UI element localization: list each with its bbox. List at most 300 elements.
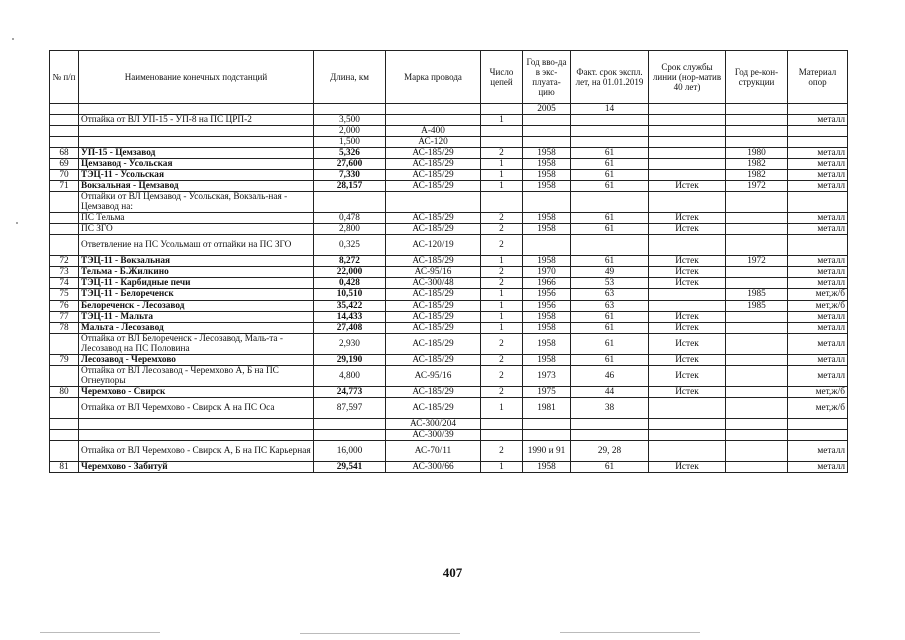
cell-fact-life: 38 [571, 397, 649, 418]
cell-fact-life: 61 [571, 322, 649, 333]
cell-wire: АС-185/29 [386, 386, 481, 397]
cell-circuits [481, 418, 523, 429]
cell-wire [386, 192, 481, 213]
cell-fact-life: 61 [571, 213, 649, 224]
cell-circuits: 1 [481, 115, 523, 126]
cell-no [50, 365, 79, 386]
cell-name: Белореченск - Лесозавод [79, 300, 314, 311]
table-row [50, 300, 848, 311]
table-row [50, 170, 848, 181]
cell-circuits: 2 [481, 267, 523, 278]
cell-wire: АС-70/11 [386, 440, 481, 461]
cell-rebuild-year [726, 224, 788, 235]
cell-length: 4,800 [314, 365, 386, 386]
cell-material: мет,ж/б [788, 397, 848, 418]
table-row [50, 322, 848, 333]
cell-service-life: Истек [649, 256, 726, 267]
cell-service-life [649, 440, 726, 461]
cell-name: ПС Тельма [79, 213, 314, 224]
cell-fact-life: 49 [571, 267, 649, 278]
col-header-length: Длина, км [314, 51, 386, 104]
cell-service-life: Истек [649, 181, 726, 192]
cell-rebuild-year [726, 418, 788, 429]
cell-length: 27,408 [314, 322, 386, 333]
cell-length: 22,000 [314, 267, 386, 278]
col-header-year-in: Год вво-да в экс-плуата-цию [523, 51, 571, 104]
cell-circuits: 2 [481, 278, 523, 289]
table-row [50, 386, 848, 397]
col-header-name: Наименование конечных подстанций [79, 51, 314, 104]
cell-circuits: 2 [481, 235, 523, 256]
cell-year-in [523, 126, 571, 137]
cell-material: металл [788, 461, 848, 472]
cell-service-life [649, 192, 726, 213]
table-row [50, 365, 848, 386]
cell-material: металл [788, 159, 848, 170]
cell-circuits: 2 [481, 386, 523, 397]
cell-fact-life: 61 [571, 311, 649, 322]
cell-circuits: 1 [481, 170, 523, 181]
table-row [50, 267, 848, 278]
cell-fact-life: 14 [571, 104, 649, 115]
table-row [50, 278, 848, 289]
table-row [50, 418, 848, 429]
scan-edge-line [300, 633, 460, 634]
scan-edge-line [40, 632, 160, 633]
cell-material: металл [788, 213, 848, 224]
cell-year-in: 1958 [523, 311, 571, 322]
cell-no [50, 115, 79, 126]
cell-circuits: 1 [481, 159, 523, 170]
cell-fact-life: 61 [571, 224, 649, 235]
cell-length: 10,510 [314, 289, 386, 300]
cell-year-in [523, 192, 571, 213]
cell-circuits: 2 [481, 365, 523, 386]
cell-fact-life [571, 115, 649, 126]
cell-material: металл [788, 354, 848, 365]
cell-length: 2,800 [314, 224, 386, 235]
cell-rebuild-year [726, 397, 788, 418]
cell-fact-life: 61 [571, 354, 649, 365]
cell-no: 77 [50, 311, 79, 322]
cell-material: металл [788, 148, 848, 159]
cell-fact-life: 63 [571, 300, 649, 311]
cell-length: 27,600 [314, 159, 386, 170]
cell-name: Тельма - Б.Жилкино [79, 267, 314, 278]
cell-rebuild-year [726, 278, 788, 289]
cell-service-life [649, 137, 726, 148]
cell-name: Вокзальная - Цемзавод [79, 181, 314, 192]
cell-material [788, 429, 848, 440]
cell-wire: АС-185/29 [386, 148, 481, 159]
cell-no: 75 [50, 289, 79, 300]
table-row [50, 213, 848, 224]
cell-length: 28,157 [314, 181, 386, 192]
cell-fact-life [571, 418, 649, 429]
table-row [50, 429, 848, 440]
cell-no [50, 429, 79, 440]
cell-material: металл [788, 333, 848, 354]
cell-length: 16,000 [314, 440, 386, 461]
cell-wire: АС-300/66 [386, 461, 481, 472]
cell-length: 7,330 [314, 170, 386, 181]
cell-circuits [481, 104, 523, 115]
cell-material: металл [788, 267, 848, 278]
cell-service-life: Истек [649, 267, 726, 278]
cell-name [79, 104, 314, 115]
cell-name: Отпайка от ВЛ УП-15 - УП-8 на ПС ЦРП-2 [79, 115, 314, 126]
cell-service-life [649, 289, 726, 300]
cell-rebuild-year [726, 386, 788, 397]
table-body [50, 104, 848, 473]
cell-no: 69 [50, 159, 79, 170]
cell-service-life: Истек [649, 322, 726, 333]
cell-no: 71 [50, 181, 79, 192]
cell-rebuild-year [726, 104, 788, 115]
cell-material [788, 192, 848, 213]
cell-name: УП-15 - Цемзавод [79, 148, 314, 159]
cell-no: 80 [50, 386, 79, 397]
cell-no [50, 104, 79, 115]
cell-material: металл [788, 322, 848, 333]
scan-edge-line [560, 632, 700, 633]
cell-wire: АС-185/29 [386, 322, 481, 333]
cell-circuits: 1 [481, 311, 523, 322]
cell-length: 0,325 [314, 235, 386, 256]
cell-material [788, 126, 848, 137]
cell-wire: АС-185/29 [386, 256, 481, 267]
cell-no [50, 224, 79, 235]
cell-service-life: Истек [649, 386, 726, 397]
cell-no [50, 440, 79, 461]
cell-circuits [481, 429, 523, 440]
table-row [50, 440, 848, 461]
cell-length: 1,500 [314, 137, 386, 148]
cell-wire: АС-95/16 [386, 267, 481, 278]
cell-year-in: 1975 [523, 386, 571, 397]
cell-service-life [649, 159, 726, 170]
table-row [50, 224, 848, 235]
cell-length: 5,326 [314, 148, 386, 159]
cell-no: 68 [50, 148, 79, 159]
cell-fact-life: 61 [571, 181, 649, 192]
cell-name [79, 137, 314, 148]
cell-name: Лесозавод - Черемхово [79, 354, 314, 365]
cell-material: металл [788, 181, 848, 192]
cell-wire: АС-185/29 [386, 159, 481, 170]
cell-service-life: Истек [649, 354, 726, 365]
cell-name: ТЭЦ-11 - Вокзальная [79, 256, 314, 267]
cell-rebuild-year: 1980 [726, 148, 788, 159]
cell-year-in: 1956 [523, 300, 571, 311]
cell-fact-life: 61 [571, 159, 649, 170]
cell-wire: АС-185/29 [386, 354, 481, 365]
cell-material: мет,ж/б [788, 300, 848, 311]
cell-circuits: 1 [481, 289, 523, 300]
table-row [50, 289, 848, 300]
cell-service-life [649, 418, 726, 429]
cell-service-life [649, 397, 726, 418]
cell-year-in: 1973 [523, 365, 571, 386]
cell-rebuild-year [726, 354, 788, 365]
cell-circuits: 2 [481, 148, 523, 159]
cell-service-life [649, 148, 726, 159]
cell-name [79, 126, 314, 137]
cell-year-in: 1958 [523, 159, 571, 170]
cell-circuits: 2 [481, 354, 523, 365]
cell-year-in: 1958 [523, 333, 571, 354]
cell-wire: АС-185/29 [386, 224, 481, 235]
cell-fact-life: 61 [571, 170, 649, 181]
page-number: 407 [442, 565, 463, 580]
col-header-wire: Марка провода [386, 51, 481, 104]
cell-no: 79 [50, 354, 79, 365]
col-header-service-life: Срок службы линии (нор-матив 40 лет) [649, 51, 726, 104]
cell-wire: АС-185/29 [386, 181, 481, 192]
cell-no [50, 213, 79, 224]
cell-circuits: 1 [481, 181, 523, 192]
cell-name: ТЭЦ-11 - Усольская [79, 170, 314, 181]
cell-rebuild-year [726, 137, 788, 148]
cell-service-life: Истек [649, 333, 726, 354]
cell-circuits: 1 [481, 461, 523, 472]
col-header-fact-life: Факт. срок экспл. лет, на 01.01.2019 [571, 51, 649, 104]
cell-fact-life [571, 429, 649, 440]
cell-name [79, 429, 314, 440]
cell-no: 81 [50, 461, 79, 472]
cell-material [788, 235, 848, 256]
cell-length: 14,433 [314, 311, 386, 322]
cell-rebuild-year: 1985 [726, 300, 788, 311]
col-header-material: Материал опор [788, 51, 848, 104]
cell-material: металл [788, 224, 848, 235]
cell-rebuild-year [726, 192, 788, 213]
cell-year-in: 1958 [523, 322, 571, 333]
cell-rebuild-year [726, 333, 788, 354]
cell-year-in: 1966 [523, 278, 571, 289]
cell-year-in [523, 429, 571, 440]
cell-rebuild-year [726, 126, 788, 137]
cell-material: металл [788, 115, 848, 126]
table-row [50, 148, 848, 159]
cell-service-life [649, 300, 726, 311]
table-row [50, 159, 848, 170]
cell-year-in: 2005 [523, 104, 571, 115]
cell-length: 2,000 [314, 126, 386, 137]
cell-fact-life: 44 [571, 386, 649, 397]
cell-name: Отпайка от ВЛ Черемхово - Свирск А на ПС Оса [79, 397, 314, 418]
cell-no [50, 235, 79, 256]
cell-length: 0,478 [314, 213, 386, 224]
cell-length: 35,422 [314, 300, 386, 311]
col-header-no: № п/п [50, 51, 79, 104]
col-header-circuits: Число цепей [481, 51, 523, 104]
cell-circuits: 1 [481, 256, 523, 267]
cell-year-in [523, 137, 571, 148]
table-row [50, 192, 848, 213]
scan-speck [16, 222, 18, 224]
cell-length: 24,773 [314, 386, 386, 397]
cell-no: 70 [50, 170, 79, 181]
table-row [50, 256, 848, 267]
cell-material [788, 137, 848, 148]
cell-circuits: 2 [481, 333, 523, 354]
cell-name: Отпайка от ВЛ Черемхово - Свирск А, Б на ПС Карьерная [79, 440, 314, 461]
cell-circuits [481, 137, 523, 148]
cell-year-in: 1981 [523, 397, 571, 418]
cell-rebuild-year [726, 461, 788, 472]
cell-rebuild-year: 1972 [726, 256, 788, 267]
cell-year-in [523, 115, 571, 126]
cell-rebuild-year: 1982 [726, 170, 788, 181]
cell-material [788, 418, 848, 429]
cell-fact-life: 63 [571, 289, 649, 300]
cell-name [79, 418, 314, 429]
cell-year-in: 1956 [523, 289, 571, 300]
table-row [50, 333, 848, 354]
cell-material: металл [788, 365, 848, 386]
cell-year-in: 1958 [523, 148, 571, 159]
table-row [50, 104, 848, 115]
table-header-row [50, 51, 848, 104]
cell-fact-life: 61 [571, 256, 649, 267]
cell-rebuild-year: 1972 [726, 181, 788, 192]
cell-rebuild-year [726, 322, 788, 333]
cell-year-in: 1958 [523, 213, 571, 224]
cell-year-in: 1958 [523, 256, 571, 267]
cell-rebuild-year [726, 440, 788, 461]
cell-wire: АС-185/29 [386, 333, 481, 354]
cell-wire: АС-185/29 [386, 289, 481, 300]
table-row [50, 354, 848, 365]
cell-material: металл [788, 170, 848, 181]
cell-length: 2,930 [314, 333, 386, 354]
cell-service-life: Истек [649, 311, 726, 322]
cell-wire: АС-185/29 [386, 170, 481, 181]
cell-material: металл [788, 440, 848, 461]
cell-no [50, 397, 79, 418]
cell-length: 8,272 [314, 256, 386, 267]
cell-service-life: Истек [649, 365, 726, 386]
cell-wire [386, 104, 481, 115]
cell-no [50, 126, 79, 137]
cell-material: мет,ж/б [788, 289, 848, 300]
cell-name: ТЭЦ-11 - Белореченск [79, 289, 314, 300]
cell-rebuild-year [726, 365, 788, 386]
cell-length [314, 429, 386, 440]
table-row [50, 311, 848, 322]
cell-length: 3,500 [314, 115, 386, 126]
cell-name: Мальта - Лесозавод [79, 322, 314, 333]
cell-length: 0,428 [314, 278, 386, 289]
cell-service-life [649, 115, 726, 126]
cell-name: Ответвление на ПС Усольмаш от отпайки на ПС ЗГО [79, 235, 314, 256]
cell-no: 76 [50, 300, 79, 311]
cell-rebuild-year: 1982 [726, 159, 788, 170]
cell-no [50, 192, 79, 213]
cell-year-in: 1958 [523, 461, 571, 472]
cell-circuits: 2 [481, 213, 523, 224]
cell-circuits: 1 [481, 300, 523, 311]
cell-circuits [481, 126, 523, 137]
cell-year-in [523, 418, 571, 429]
cell-year-in [523, 235, 571, 256]
cell-length: 87,597 [314, 397, 386, 418]
cell-fact-life [571, 137, 649, 148]
cell-name: ТЭЦ-11 - Мальта [79, 311, 314, 322]
cell-no: 73 [50, 267, 79, 278]
cell-no [50, 418, 79, 429]
cell-year-in: 1958 [523, 181, 571, 192]
cell-service-life: Истек [649, 278, 726, 289]
cell-fact-life: 61 [571, 148, 649, 159]
cell-length [314, 104, 386, 115]
cell-service-life [649, 104, 726, 115]
cell-material [788, 104, 848, 115]
table-row [50, 461, 848, 472]
cell-fact-life: 46 [571, 365, 649, 386]
table-row [50, 181, 848, 192]
cell-circuits: 2 [481, 440, 523, 461]
cell-no: 72 [50, 256, 79, 267]
cell-year-in: 1958 [523, 170, 571, 181]
cell-wire: АС-300/204 [386, 418, 481, 429]
cell-wire: АС-300/39 [386, 429, 481, 440]
cell-length: 29,190 [314, 354, 386, 365]
table-row [50, 126, 848, 137]
cell-rebuild-year [726, 115, 788, 126]
cell-wire: АС-300/48 [386, 278, 481, 289]
cell-wire: АС-185/29 [386, 213, 481, 224]
cell-material: мет,ж/б [788, 386, 848, 397]
cell-service-life: Истек [649, 224, 726, 235]
cell-wire: АС-185/29 [386, 300, 481, 311]
cell-name: Черемхово - Забитуй [79, 461, 314, 472]
cell-year-in: 1970 [523, 267, 571, 278]
table-row [50, 137, 848, 148]
table-row [50, 397, 848, 418]
cell-circuits: 2 [481, 224, 523, 235]
cell-no: 74 [50, 278, 79, 289]
cell-fact-life: 61 [571, 333, 649, 354]
cell-circuits: 1 [481, 397, 523, 418]
cell-wire [386, 115, 481, 126]
cell-service-life [649, 170, 726, 181]
cell-name: Цемзавод - Усольская [79, 159, 314, 170]
cell-wire: АС-120 [386, 137, 481, 148]
cell-fact-life: 29, 28 [571, 440, 649, 461]
cell-rebuild-year: 1985 [726, 289, 788, 300]
col-header-rebuild-year: Год ре-кон-струкции [726, 51, 788, 104]
cell-fact-life [571, 126, 649, 137]
cell-wire: АС-120/19 [386, 235, 481, 256]
cell-wire: А-400 [386, 126, 481, 137]
cell-name: Отпайка от ВЛ Белореченск - Лесозавод, Маль-та - Лесозавод на ПС Половина [79, 333, 314, 354]
cell-material: металл [788, 278, 848, 289]
table-row [50, 235, 848, 256]
scan-speck [12, 38, 14, 40]
cell-circuits: 1 [481, 322, 523, 333]
cell-length [314, 418, 386, 429]
cell-name: Отпайка от ВЛ Лесозавод - Черемхово А, Б на ПС Огнеупоры [79, 365, 314, 386]
cell-fact-life [571, 192, 649, 213]
cell-service-life [649, 429, 726, 440]
cell-year-in: 1958 [523, 224, 571, 235]
cell-year-in: 1958 [523, 354, 571, 365]
cell-length: 29,541 [314, 461, 386, 472]
cell-name: ТЭЦ-11 - Карбидные печи [79, 278, 314, 289]
cell-circuits [481, 192, 523, 213]
